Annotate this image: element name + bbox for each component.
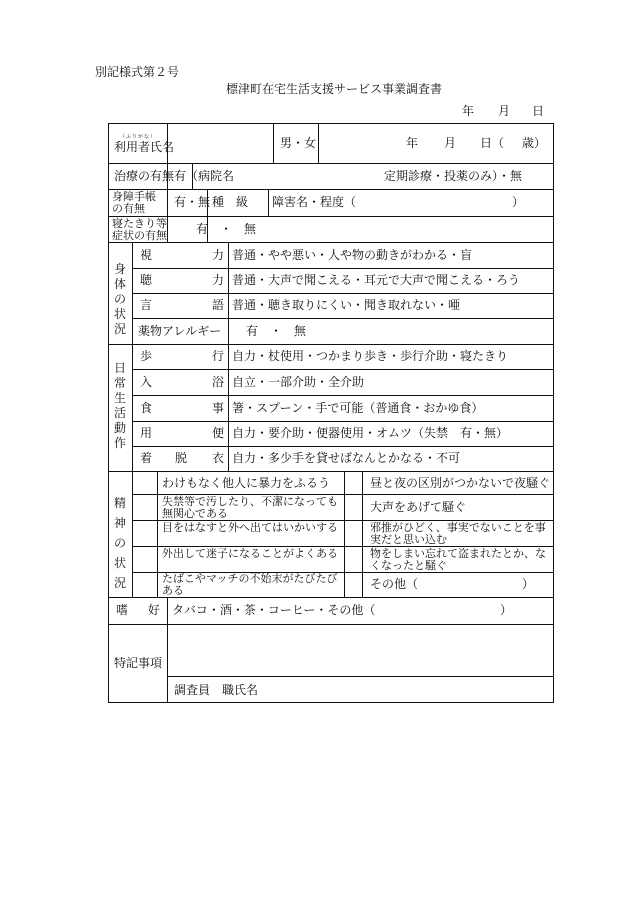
date-year-label: 年 (462, 104, 475, 118)
birth-day-label: 日（ (480, 136, 505, 150)
physical-hearing-label-a: 聴 (140, 273, 153, 287)
mental-left-item: 失禁等で汚したり、不潔になっても無関心である (162, 495, 338, 520)
physical-vision-label-a: 視 (140, 248, 153, 262)
treatment-label: 治療の有無 (114, 169, 175, 183)
form-title: 標津町在宅生活支援サービス事業調査書 (226, 82, 443, 96)
daily-dress-label-a: 着 (140, 451, 153, 465)
mental-left-item: わけもなく他人に暴力をふるう (162, 476, 331, 490)
hospital-label: 有（病院名 (174, 169, 235, 183)
daily-walk-label-a: 歩 (140, 349, 153, 363)
daily-group-label: 日常生活動作 (113, 361, 126, 450)
treatment-type: 定期診療・投薬のみ）・無 (384, 169, 523, 183)
mental-left-item: 外出して迷子になることがよくある (162, 547, 338, 560)
investigator-label: 調査員 職氏名 (174, 683, 259, 697)
mental-left-item: 目をはなすと外へ出てはいかいする (162, 521, 338, 534)
bedridden-value: 有 ・ 無 (196, 222, 257, 236)
hobby-label-a: 嗜 (116, 603, 129, 617)
mental-right-item: 物をしまい忘れて盗まれたとか、なくなったと騒ぐ (370, 547, 546, 572)
physical-vision-value: 普通・やや悪い・人や物の動きがわかる・盲 (232, 248, 473, 262)
disability-detail: 障害名・程度（ (272, 195, 357, 209)
daily-toilet-label-a: 用 (140, 426, 153, 440)
allergy-value: 有 ・ 無 (246, 324, 307, 338)
date-day-label: 日 (532, 104, 545, 118)
daily-meal-label-a: 食 (140, 401, 153, 415)
physical-hearing-value: 普通・大声で聞こえる・耳元で大声で聞こえる・ろう (232, 273, 521, 287)
mental-right-item: 邪推がひどく、事実でないことを事実だと思い込む (370, 521, 546, 546)
mental-left-item: たばこやマッチの不始末がたびたびある (162, 572, 338, 597)
daily-walk-value: 自力・杖使用・つかまり歩き・歩行介助・寝たきり (232, 349, 509, 363)
mental-right-item: 大声をあげて騒ぐ (370, 500, 467, 514)
daily-toilet-value: 自力・要介助・便器使用・オムツ（失禁 有・無） (232, 426, 509, 440)
mental-other-close: ） (522, 577, 535, 591)
physical-hearing-label-b: 力 (212, 273, 225, 287)
physical-speech-label-b: 語 (212, 298, 225, 312)
gender-label: 男・女 (280, 136, 317, 150)
daily-toilet-label-b: 便 (212, 426, 225, 440)
furigana-label: （ふりがな） (120, 134, 157, 140)
disability-close: ） (512, 195, 525, 209)
disability-label: 身障手帳の有無 (112, 190, 156, 215)
disability-grade: 種 級 (212, 195, 249, 209)
daily-dress-label-m: 脱 (175, 451, 188, 465)
disability-yesno: 有・無 (174, 195, 211, 209)
user-name-label: 利用者氏名 (114, 140, 175, 154)
hobby-label-b: 好 (148, 603, 161, 617)
birth-year-label: 年 (406, 136, 419, 150)
hobby-value: タバコ・酒・茶・コーヒー・その他（ (172, 603, 376, 617)
daily-walk-label-b: 行 (212, 349, 225, 363)
physical-group-label: 身体の状況 (113, 262, 126, 336)
hobby-close: ） (500, 603, 513, 617)
mental-other-label: その他（ (370, 577, 419, 591)
notes-label: 特記事項 (114, 656, 163, 670)
daily-bath-label-b: 浴 (212, 375, 225, 389)
mental-group-label: 精神の状況 (113, 496, 126, 590)
age-label: 歳） (522, 136, 547, 150)
birth-month-label: 月 (444, 136, 457, 150)
form-number-label: 別記様式第２号 (95, 65, 180, 79)
mental-right-item: 昼と夜の区別がつかないで夜騒ぐ (370, 476, 551, 490)
daily-dress-label-b: 衣 (212, 451, 225, 465)
daily-dress-value: 自力・多少手を貸せばなんとかなる・不可 (232, 451, 461, 465)
physical-speech-value: 普通・聴き取りにくい・聞き取れない・唖 (232, 298, 461, 312)
daily-bath-value: 自立・一部介助・全介助 (232, 375, 365, 389)
daily-meal-value: 箸・スプーン・手で可能（普通食・おかゆ食） (232, 401, 484, 415)
allergy-label: 薬物アレルギー (138, 324, 222, 338)
date-month-label: 月 (498, 104, 511, 118)
bedridden-label: 寝たきり等症状の有無 (112, 217, 167, 242)
physical-vision-label-b: 力 (212, 248, 225, 262)
daily-meal-label-b: 事 (212, 401, 225, 415)
survey-form-table (108, 123, 554, 703)
physical-speech-label-a: 言 (140, 298, 153, 312)
daily-bath-label-a: 入 (140, 375, 153, 389)
